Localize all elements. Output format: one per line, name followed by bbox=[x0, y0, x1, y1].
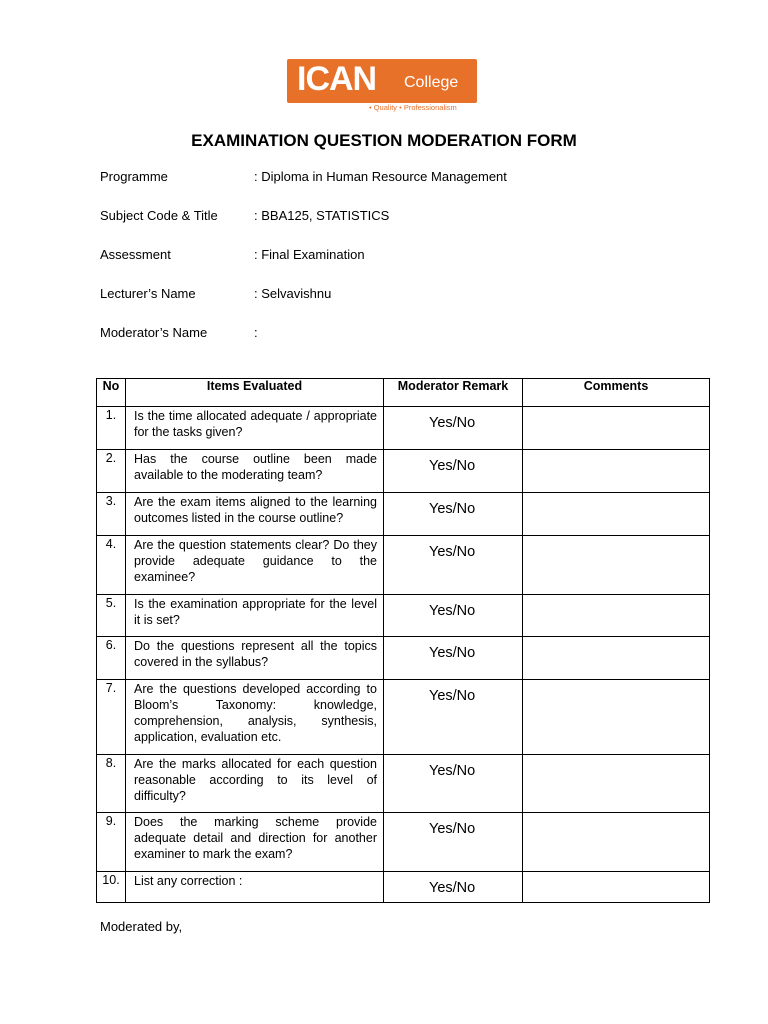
row-remark[interactable]: Yes/No bbox=[384, 450, 523, 493]
info-value: : BBA125, STATISTICS bbox=[254, 208, 390, 223]
row-remark[interactable]: Yes/No bbox=[384, 493, 523, 536]
table-row bbox=[97, 755, 710, 813]
info-label: Moderator’s Name bbox=[100, 325, 208, 340]
row-item: Are the exam items aligned to the learning outcomes listed in the course outline? bbox=[126, 493, 384, 536]
table-row bbox=[97, 680, 710, 755]
row-remark[interactable]: Yes/No bbox=[384, 637, 523, 680]
row-item: Is the examination appropriate for the level it is set? bbox=[126, 595, 384, 637]
row-comment[interactable] bbox=[523, 450, 710, 493]
row-number: 5. bbox=[97, 595, 126, 637]
row-remark[interactable]: Yes/No bbox=[384, 536, 523, 595]
row-comment[interactable] bbox=[523, 872, 710, 903]
table-row bbox=[97, 637, 710, 680]
row-item: Are the questions developed according to Bloom’s Taxonomy: knowledge, comprehension, analysis, synthesis, application, evaluation etc. bbox=[126, 680, 384, 755]
college-logo bbox=[287, 59, 477, 112]
row-remark[interactable]: Yes/No bbox=[384, 755, 523, 813]
info-value: : Diploma in Human Resource Management bbox=[254, 169, 507, 184]
table-row bbox=[97, 493, 710, 536]
row-item: Are the question statements clear? Do they provide adequate guidance to the examinee? bbox=[126, 536, 384, 595]
info-value: : Final Examination bbox=[254, 247, 365, 262]
table-header-row bbox=[97, 379, 710, 407]
row-item: Has the course outline been made available to the moderating team? bbox=[126, 450, 384, 493]
table-row bbox=[97, 872, 710, 903]
info-value: : Selvavishnu bbox=[254, 286, 332, 301]
row-number: 6. bbox=[97, 637, 126, 680]
info-label: Subject Code & Title bbox=[100, 208, 218, 223]
row-comment[interactable] bbox=[523, 536, 710, 595]
row-comment[interactable] bbox=[523, 755, 710, 813]
row-comment[interactable] bbox=[523, 407, 710, 450]
moderation-table bbox=[96, 378, 710, 903]
row-number: 3. bbox=[97, 493, 126, 536]
table-row bbox=[97, 813, 710, 872]
row-number: 10. bbox=[97, 872, 126, 903]
row-number: 4. bbox=[97, 536, 126, 595]
table-row bbox=[97, 595, 710, 637]
header-comments: Comments bbox=[523, 379, 710, 407]
row-number: 7. bbox=[97, 680, 126, 755]
row-comment[interactable] bbox=[523, 637, 710, 680]
table-row bbox=[97, 407, 710, 450]
row-comment[interactable] bbox=[523, 493, 710, 536]
row-remark[interactable]: Yes/No bbox=[384, 680, 523, 755]
row-comment[interactable] bbox=[523, 680, 710, 755]
info-label: Lecturer’s Name bbox=[100, 286, 196, 301]
header-no: No bbox=[97, 379, 126, 407]
logo-main-text: ICAN bbox=[297, 60, 377, 98]
row-comment[interactable] bbox=[523, 595, 710, 637]
row-remark[interactable]: Yes/No bbox=[384, 407, 523, 450]
row-number: 9. bbox=[97, 813, 126, 872]
row-number: 1. bbox=[97, 407, 126, 450]
row-item: Does the marking scheme provide adequate detail and direction for another examiner to mark the exam? bbox=[126, 813, 384, 872]
row-item: Is the time allocated adequate / appropriate for the tasks given? bbox=[126, 407, 384, 450]
info-label: Programme bbox=[100, 169, 168, 184]
row-item: Do the questions represent all the topics covered in the syllabus? bbox=[126, 637, 384, 680]
row-number: 8. bbox=[97, 755, 126, 813]
row-number: 2. bbox=[97, 450, 126, 493]
logo-tagline: • Quality • Professionalism bbox=[369, 103, 457, 112]
info-label: Assessment bbox=[100, 247, 171, 262]
row-item: List any correction : bbox=[126, 872, 384, 903]
table-row bbox=[97, 450, 710, 493]
row-remark[interactable]: Yes/No bbox=[384, 813, 523, 872]
table-row bbox=[97, 536, 710, 595]
form-title: EXAMINATION QUESTION MODERATION FORM bbox=[191, 131, 577, 150]
row-remark[interactable]: Yes/No bbox=[384, 872, 523, 903]
row-item: Are the marks allocated for each question reasonable according to its level of difficulty? bbox=[126, 755, 384, 813]
info-value: : bbox=[254, 325, 258, 340]
moderated-by: Moderated by, bbox=[100, 919, 183, 934]
row-comment[interactable] bbox=[523, 813, 710, 872]
header-remark: Moderator Remark bbox=[384, 379, 523, 407]
header-items: Items Evaluated bbox=[126, 379, 384, 407]
logo-sub-text: College bbox=[404, 74, 459, 91]
row-remark[interactable]: Yes/No bbox=[384, 595, 523, 637]
